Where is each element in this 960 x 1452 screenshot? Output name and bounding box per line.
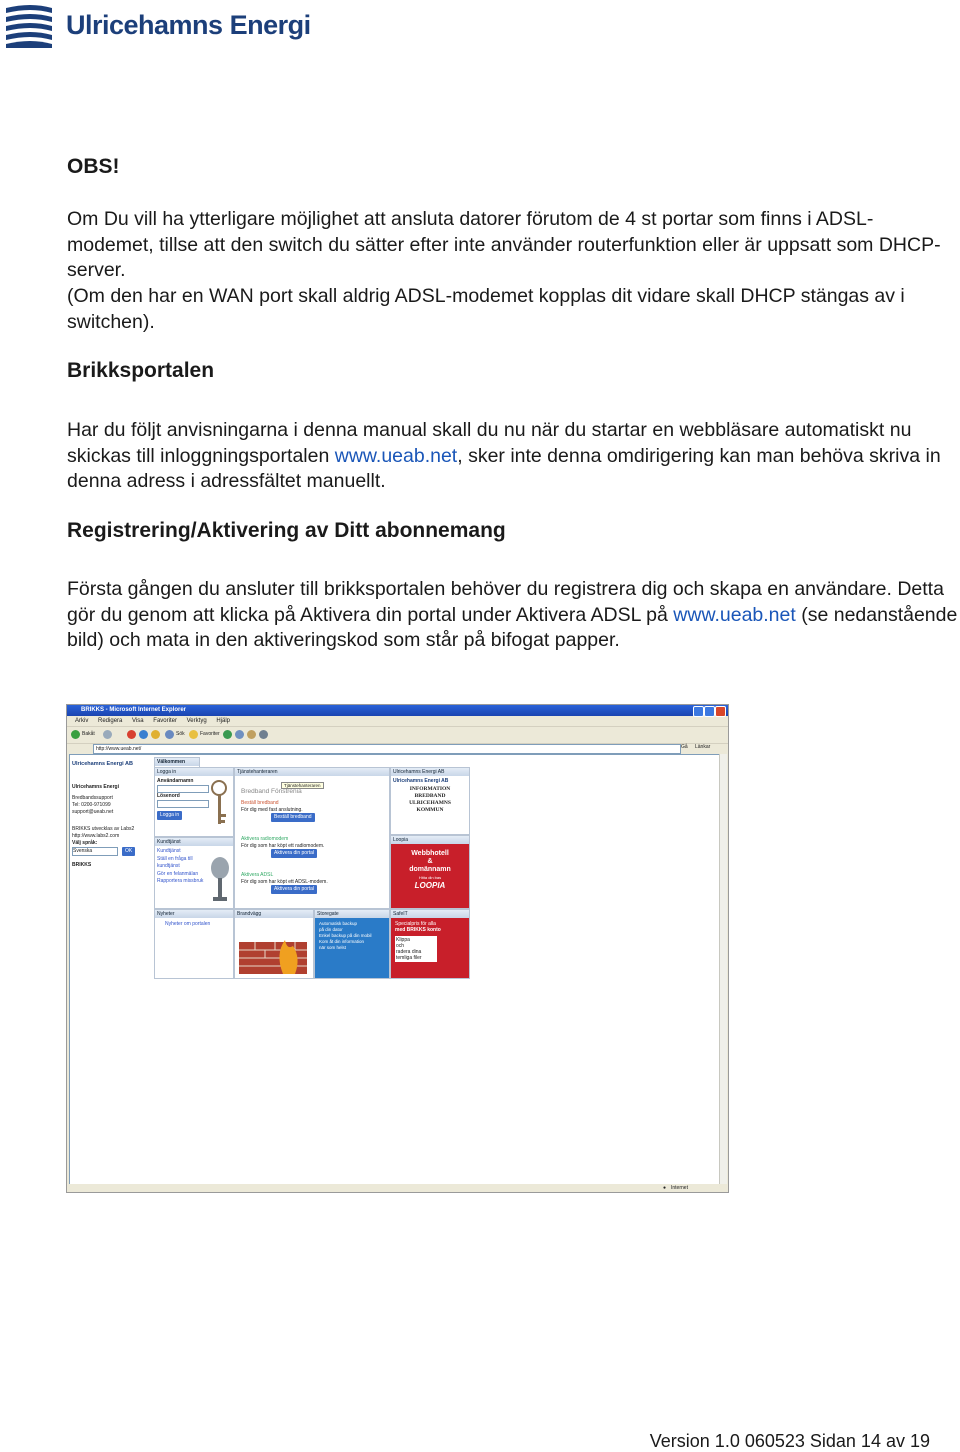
loopia-header: Loopia (391, 836, 469, 844)
status-zone-label: Internet (671, 1185, 688, 1191)
service-2-button[interactable]: Aktivera din portal (271, 849, 317, 858)
login-panel-header: Logga in (155, 768, 233, 776)
safeit-line-5: radera dina (396, 949, 422, 955)
kundtjanst-link-4[interactable]: Gör en felanmälan (157, 870, 199, 877)
safeit-line-3: Klippa (396, 937, 410, 943)
registrering-text-after: (se nedanstående bild) och mata in den aktiveringskod som står på bifogat papper. (67, 603, 958, 652)
ueab-info-2[interactable]: BREDBAND (414, 793, 446, 799)
history-icon[interactable] (235, 730, 244, 739)
kundtjanst-link-2[interactable]: Ställ en fråga till (157, 855, 193, 862)
browser-viewport (69, 754, 721, 1186)
ueab-link-2[interactable]: www.ueab.net (673, 603, 796, 626)
ueab-logo-text: Ulricehamns Energi AB (393, 778, 449, 784)
lang-select[interactable]: Svenska (72, 847, 118, 856)
browser-screenshot (66, 704, 729, 1193)
service-3-text: För dig som har köpt ett ADSL-modem. (241, 878, 328, 885)
kundtjanst-link-5[interactable]: Rapportera missbruk (157, 878, 204, 884)
service-2-title[interactable]: Aktivera radiomodem (241, 836, 289, 842)
brandvagg-panel[interactable] (234, 909, 314, 979)
refresh-icon[interactable] (139, 730, 148, 739)
service-1-title[interactable]: Beställ bredband (241, 800, 279, 806)
nyheter-panel (154, 909, 234, 979)
menu-hjalp[interactable]: Hjälp (216, 718, 231, 724)
favorites-icon[interactable] (189, 730, 198, 739)
menu-favoriter[interactable]: Favoriter (153, 718, 177, 724)
safeit-line-4: och (396, 943, 405, 949)
storegate-line-3: Enkel backup på din mobil (319, 933, 372, 938)
brikks-paragraph (67, 418, 960, 495)
registrering-text-before: Första gången du ansluter till brikksportalen behöver du registrera dig och skapa en användare. Detta gör du genom att klicka på Aktivera din portal under Aktivera ADSL på (67, 578, 944, 626)
support-line-2: Tel: 0200-971099 (72, 802, 111, 808)
back-icon[interactable] (71, 730, 80, 739)
firewall-icon (235, 918, 311, 976)
status-zone-icon: ● (663, 1185, 667, 1191)
left-company-name: Ulricehamns Energi (72, 784, 119, 790)
kundtjanst-header: Kundtjänst (155, 838, 233, 846)
links-label[interactable]: Länkar (695, 744, 711, 750)
loopia-line-2: & (427, 858, 433, 865)
lang-ok-button[interactable]: OK (122, 847, 135, 856)
storegate-panel[interactable] (314, 909, 390, 979)
print-icon[interactable] (259, 730, 268, 739)
tjanst-tooltip: Tjänstehanteraren (281, 782, 324, 789)
left-panel (72, 757, 150, 1177)
ueab-info-3[interactable]: ULRICEHAMNS (409, 800, 451, 806)
loopia-line-3: domännamn (409, 866, 451, 873)
page-footer: Version 1.0 060523 Sidan 14 av 19 (649, 1431, 930, 1451)
loopia-line-4: Hitta din bas (418, 875, 442, 880)
username-input[interactable] (157, 785, 209, 793)
left-company-logo: Ulricehamns Energi AB (72, 761, 133, 767)
kundtjanst-link-1[interactable]: Kundtjänst (157, 848, 181, 854)
dev-line-1: BRIKKS utvecklas av Labs2 (72, 826, 135, 832)
password-label: Lösenord (157, 793, 180, 799)
obs-heading: OBS! (67, 155, 120, 178)
forward-icon[interactable] (103, 730, 112, 739)
media-icon[interactable] (223, 730, 232, 739)
loopia-line-1: Webbhotell (411, 850, 449, 857)
browser-toolbar (67, 726, 728, 744)
key-icon (209, 780, 229, 828)
go-button[interactable]: Gå (681, 744, 688, 750)
tab-valkommen-label: Välkommen (155, 758, 199, 766)
menu-visa[interactable]: Visa (132, 718, 144, 724)
service-1-button[interactable]: Beställ bredband (271, 813, 315, 822)
storegate-line-2: på din dator (319, 927, 343, 932)
browser-title: BRIKKS - Microsoft Internet Explorer (81, 707, 187, 713)
stop-icon[interactable] (127, 730, 136, 739)
ueab-info-1[interactable]: INFORMATION (409, 786, 451, 792)
service-1-text: För dig med fast anslutning. (241, 806, 303, 813)
kundtjanst-link-3[interactable]: kundtjänst (157, 863, 180, 869)
registrering-paragraph (67, 577, 960, 654)
dev-line-2: http://www.labs2.com (72, 833, 120, 839)
mail-icon[interactable] (247, 730, 256, 739)
menu-verktyg[interactable]: Verktyg (186, 718, 207, 724)
brikks-logo-text: BRIKKS (72, 862, 92, 868)
loopia-panel[interactable] (390, 835, 470, 909)
browser-statusbar (67, 1184, 728, 1192)
microphone-icon (209, 856, 231, 902)
safeit-header: SafeIT (391, 910, 469, 918)
nyheter-header: Nyheter (155, 910, 233, 918)
search-label: Sök (176, 731, 185, 737)
service-3-button[interactable]: Aktivera din portal (271, 885, 317, 894)
browser-scrollbar[interactable] (719, 754, 727, 1184)
storegate-line-5: när som helst (319, 945, 347, 950)
menu-redigera[interactable]: Redigera (98, 718, 123, 724)
tjanstehanteraren-panel (234, 767, 390, 909)
menu-arkiv[interactable]: Arkiv (75, 718, 89, 724)
obs-paragraph-2: (Om den har en WAN port skall aldrig ADSL-modemet kopplas dit vidare skall DHCP stängas av i switchen). (67, 285, 905, 333)
kundtjanst-panel (154, 837, 234, 909)
address-input[interactable]: http://www.ueab.net/ (93, 744, 681, 754)
login-panel (154, 767, 234, 837)
ueab-header: Ulricehamns Energi AB (391, 768, 469, 776)
brikks-text-before: Har du följt anvisningarna i denna manual skall du nu när du startar en webbläsare automatiskt nu skickas till inloggningsportalen (67, 419, 912, 467)
tab-valkommen[interactable] (154, 757, 200, 767)
username-label: Användarnamn (157, 778, 194, 784)
brandvagg-header: Brandvägg (235, 910, 313, 918)
registrering-heading: Registrering/Aktivering av Ditt abonnemang (67, 519, 506, 542)
storegate-line-4: Kom åt din information (319, 939, 365, 944)
loopia-logo-text: LOOPIA (414, 881, 446, 890)
nyheter-link[interactable]: Nyheter om portalen (165, 921, 211, 927)
support-line-1: Bredbandssupport (72, 795, 113, 801)
browser-titlebar (67, 705, 728, 716)
logo-text: Ulricehamns Energi (66, 10, 311, 40)
company-logo (6, 4, 311, 48)
back-label: Bakåt (82, 731, 95, 737)
search-icon[interactable] (165, 730, 174, 739)
password-input[interactable] (157, 800, 209, 808)
home-icon[interactable] (151, 730, 160, 739)
storegate-header: Storegate (315, 910, 389, 918)
ueab-info-4[interactable]: KOMMUN (416, 807, 444, 813)
brikks-text-after: , sker inte denna omdirigering kan man behöva skriva in denna adress i adressfältet manuellt. (67, 444, 941, 493)
support-line-3: support@ueab.net (72, 809, 114, 815)
safeit-line-1: Specialpris för alla (395, 921, 436, 927)
safeit-line-6: temliga filer (396, 955, 422, 961)
brikks-heading: Brikksportalen (67, 359, 215, 382)
browser-menubar (67, 716, 728, 726)
obs-paragraph-1: Om Du vill ha ytterligare möjlighet att ansluta datorer förutom de 4 st portar som finns i ADSL-modemet, tillse att den switch du sätter efter inte använder routerfunktion eller är uppsatt som DHCP-server. (67, 208, 941, 282)
ueab-panel (390, 767, 470, 835)
favorites-label: Favoriter (200, 731, 220, 737)
service-2-text: För dig som har köpt ett radiomodem. (241, 842, 325, 849)
safeit-panel[interactable] (390, 909, 470, 979)
tjanst-title: Bredband Fönstrenia (241, 788, 302, 795)
logo-mark-icon (6, 4, 56, 48)
ueab-link[interactable]: www.ueab.net (334, 444, 458, 467)
login-button[interactable]: Logga in (157, 811, 182, 820)
service-3-title[interactable]: Aktivera ADSL (241, 872, 274, 878)
address-bar (67, 743, 728, 753)
lang-label: Välj språk: (72, 840, 98, 846)
tjanst-header: Tjänstehanteraren (235, 768, 389, 776)
safeit-line-2: med BRIKKS konto (395, 927, 441, 933)
storegate-line-1: Automatisk backup (319, 921, 358, 926)
